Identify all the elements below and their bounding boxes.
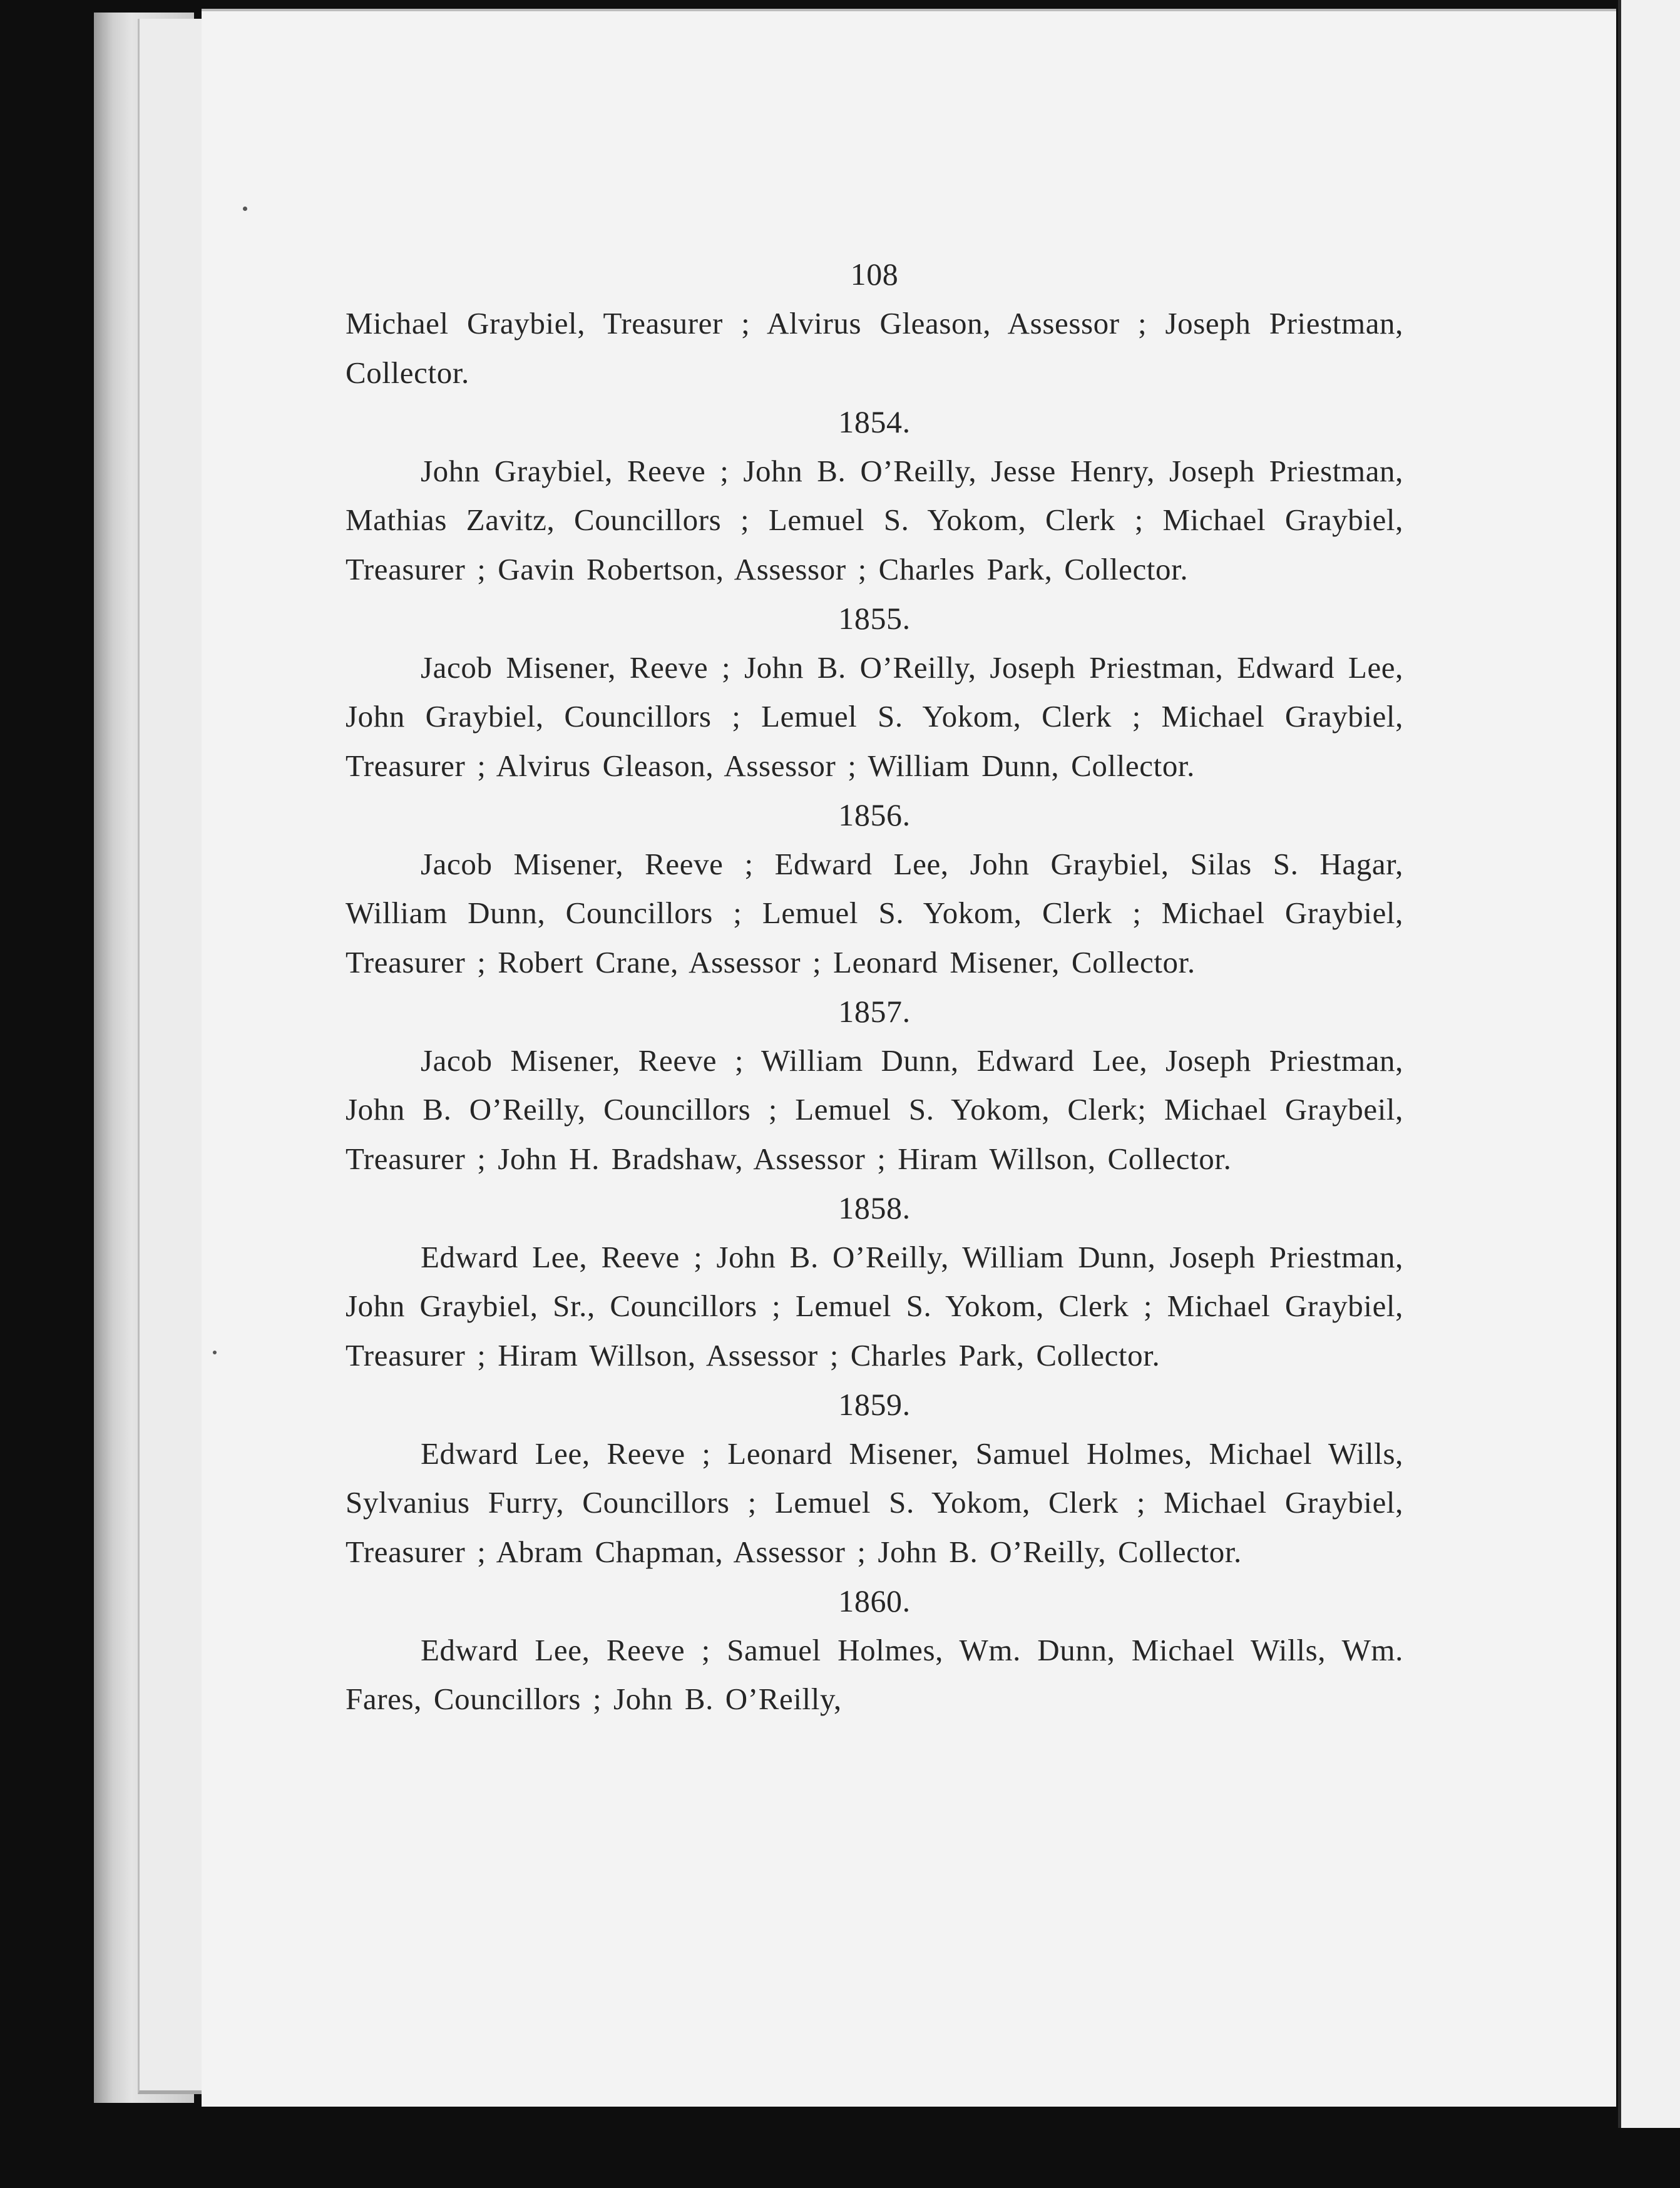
page-number: 108 [850, 257, 899, 292]
continuation-paragraph: Michael Graybiel, Treasurer ; Alvirus Gleason, Assessor ; Joseph Priestman, Collector. [346, 306, 1403, 390]
ink-speck [213, 1351, 217, 1354]
year-heading-1856: 1856. [838, 797, 911, 832]
entry-paragraph-1857: Jacob Misener, Reeve ; William Dunn, Edward Lee, Joseph Priestman, John B. O’Reilly, Councillors ; Lemuel S. Yokom, Clerk; Michael Graybeil, Treasurer ; John H. Bradshaw, Assessor ; Hiram Willson, Collector. [346, 1043, 1403, 1176]
facing-page-edge [1618, 0, 1680, 2128]
year-heading-1859: 1859. [838, 1387, 911, 1422]
entry-paragraph-1858: Edward Lee, Reeve ; John B. O’Reilly, William Dunn, Joseph Priestman, John Graybiel, Sr., Councillors ; Lemuel S. Yokom, Clerk ; Michael Graybiel, Treasurer ; Hiram Willson, Assessor ; Charles Park, Collector. [346, 1239, 1403, 1373]
year-heading-1860: 1860. [838, 1583, 911, 1618]
year-heading-1858: 1858. [838, 1190, 911, 1225]
entry-paragraph-1855: Jacob Misener, Reeve ; John B. O’Reilly, Joseph Priestman, Edward Lee, John Graybiel, Councillors ; Lemuel S. Yokom, Clerk ; Michael Graybiel, Treasurer ; Alvirus Gleason, Assessor ; William Dunn, Collector. [346, 650, 1403, 783]
ink-speck [243, 207, 247, 211]
entry-paragraph-1859: Edward Lee, Reeve ; Leonard Misener, Samuel Holmes, Michael Wills, Sylvanius Furry, Councillors ; Lemuel S. Yokom, Clerk ; Michael Graybiel, Treasurer ; Abram Chapman, Assessor ; John B. O’Reilly, Collector. [346, 1436, 1403, 1569]
year-heading-1854: 1854. [838, 404, 911, 439]
page-text-block [346, 249, 1403, 1724]
book-page [202, 9, 1616, 2107]
page-stack-edge-inner [138, 19, 202, 2094]
year-heading-1857: 1857. [838, 994, 911, 1029]
entry-paragraph-1854: John Graybiel, Reeve ; John B. O’Reilly, Jesse Henry, Joseph Priestman, Mathias Zavitz, Councillors ; Lemuel S. Yokom, Clerk ; Michael Graybiel, Treasurer ; Gavin Robertson, Assessor ; Charles Park, Collector. [346, 453, 1403, 586]
entry-paragraph-1860: Edward Lee, Reeve ; Samuel Holmes, Wm. Dunn, Michael Wills, Wm. Fares, Councillors ; John B. O’Reilly, [346, 1632, 1403, 1716]
year-heading-1855: 1855. [838, 601, 911, 636]
entry-paragraph-1856: Jacob Misener, Reeve ; Edward Lee, John Graybiel, Silas S. Hagar, William Dunn, Councillors ; Lemuel S. Yokom, Clerk ; Michael Graybiel, Treasurer ; Robert Crane, Assessor ; Leonard Misener, Collector. [346, 846, 1403, 979]
